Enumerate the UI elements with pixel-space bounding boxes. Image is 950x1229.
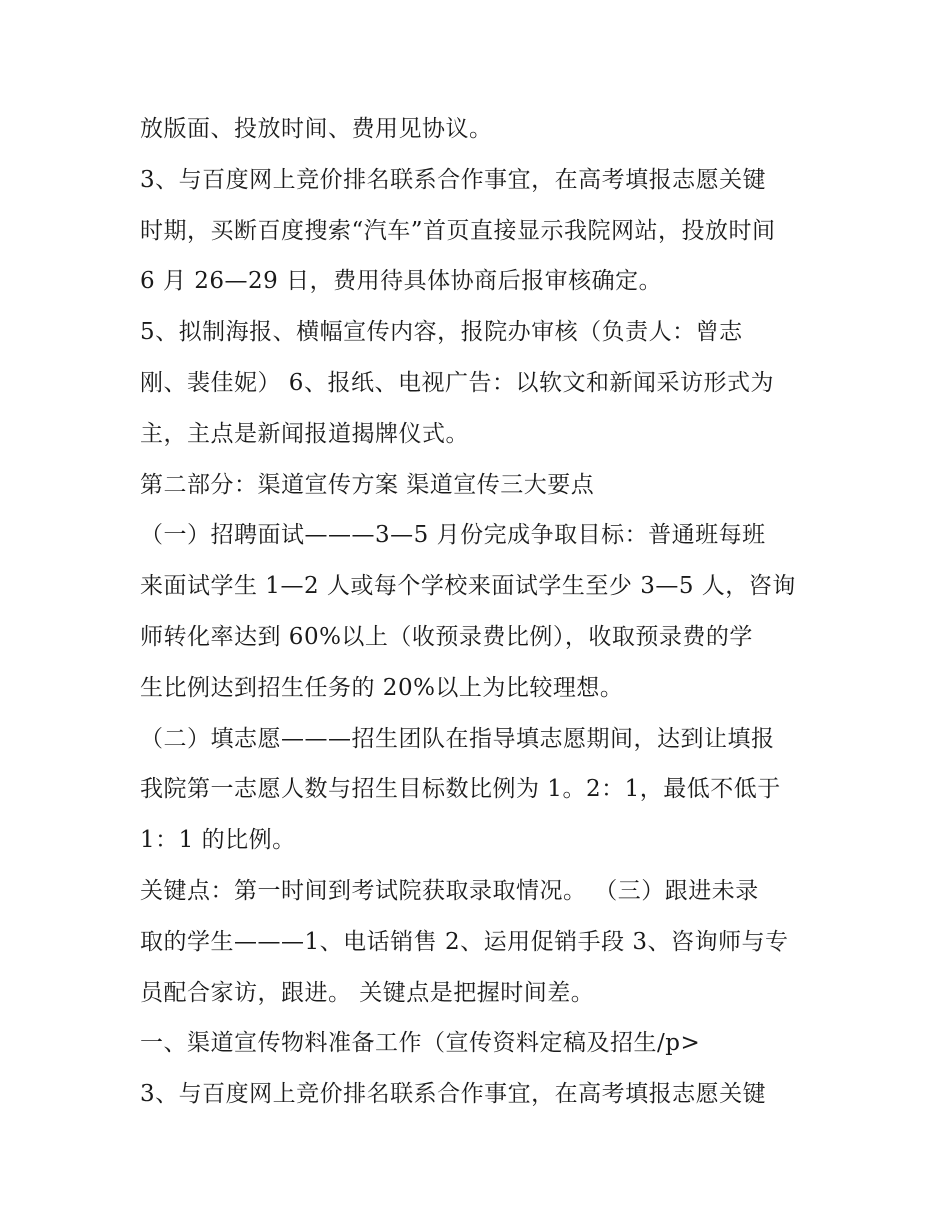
text-line: 5、拟制海报、横幅宣传内容，报院办审核（负责人：曾志	[140, 319, 743, 346]
text-line: 来面试学生 1—2 人或每个学校来面试学生至少 3—5 人，咨询	[140, 573, 796, 600]
text-line: 一、渠道宣传物料准备工作（宣传资料定稿及招生/p>	[140, 1030, 701, 1057]
text-line: 3、与百度网上竞价排名联系合作事宜，在高考填报志愿关键	[140, 1081, 767, 1108]
text-line: 师转化率达到 60%以上（收预录费比例），收取预录费的学	[140, 623, 753, 650]
text-line: 放版面、投放时间、费用见协议。	[140, 116, 493, 142]
text-line: 员配合家访，跟进。 关键点是把握时间差。	[140, 979, 595, 1006]
text-line: 取的学生———1、电话销售 2、运用促销手段 3、咨询师与专	[140, 928, 789, 955]
section-heading: 第二部分：渠道宣传方案 渠道宣传三大要点	[140, 471, 595, 498]
text-line: 3、与百度网上竞价排名联系合作事宜，在高考填报志愿关键	[140, 166, 767, 193]
text-line: （一）招聘面试———3—5 月份完成争取目标：普通班每班	[140, 522, 766, 549]
text-line: 6 月 26—29 日，费用待具体协商后报审核确定。	[140, 268, 663, 295]
text-line: 生比例达到招生任务的 20%以上为比较理想。	[140, 674, 624, 701]
document-body	[140, 104, 830, 1120]
text-line: 主，主点是新闻报道揭牌仪式。	[140, 420, 469, 447]
text-line: 关键点：第一时间到考试院获取录取情况。 （三）跟进未录	[140, 877, 759, 904]
text-line: 刚、裴佳妮） 6、报纸、电视广告：以软文和新闻采访形式为	[140, 369, 774, 396]
text-line: 我院第一志愿人数与招生目标数比例为 1。2：1，最低不低于	[140, 776, 781, 803]
text-line: 1：1 的比例。	[140, 827, 296, 854]
text-line: 时期，买断百度搜索“汽车”首页直接显示我院网站，投放时间	[140, 217, 776, 244]
text-line: （二）填志愿———招生团队在指导填志愿期间，达到让填报	[140, 725, 775, 752]
